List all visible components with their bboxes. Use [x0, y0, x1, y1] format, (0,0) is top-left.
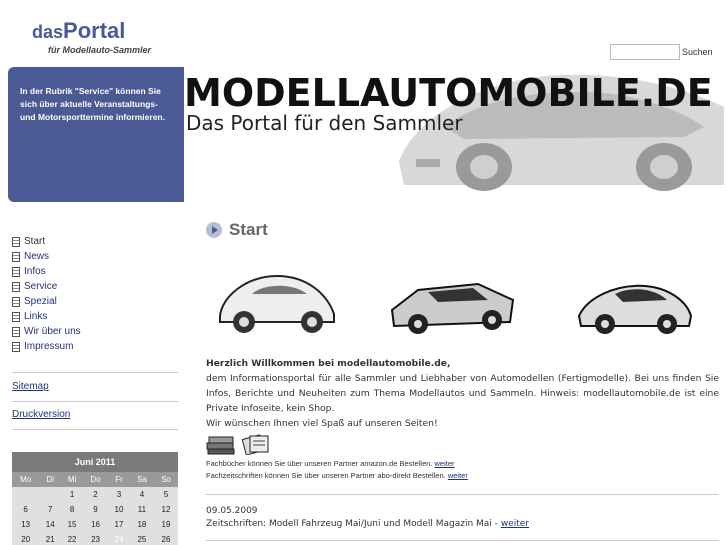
calendar-day[interactable]: 13 [21, 520, 31, 529]
welcome-body: dem Informationsportal für alle Sammler und Liebhaber von Automodellen (Fertigmodelle). Bei uns finden Sie Infos, Berichte und Neuheiten zum Thema Modellautos und Sammeln. Hinweis: modellautomobile.de ist eine Private Infoseite, kein Shop. [206, 373, 719, 414]
calendar-day[interactable]: 6 [23, 505, 28, 514]
document-icon [12, 297, 20, 307]
nav-item-label: Spezial [24, 296, 57, 307]
sitemap-link[interactable]: Sitemap [12, 381, 49, 392]
books-icon [206, 433, 236, 455]
search-input[interactable] [610, 44, 680, 60]
news-item [206, 519, 529, 529]
car-image-coupe [575, 272, 695, 342]
calendar-day[interactable]: 9 [93, 505, 98, 514]
news-more-link[interactable]: weiter [500, 519, 529, 529]
nav-item-label: Links [24, 311, 48, 322]
calendar-weekday: So [154, 472, 178, 487]
calendar-weekday: Sa [130, 472, 154, 487]
partner-magazines [206, 471, 468, 480]
nav-item-wir-ueber-uns[interactable] [12, 324, 81, 339]
welcome-title: Herzlich Willkommen bei modellautomobile.de, [206, 358, 451, 369]
calendar-day[interactable]: 2 [93, 490, 98, 499]
calendar-grid [12, 472, 178, 545]
partner-books-link[interactable]: weiter [434, 459, 455, 468]
calendar-day [39, 487, 61, 502]
nav-item-service[interactable] [12, 279, 81, 294]
calendar-day[interactable]: 21 [45, 535, 55, 544]
calendar-day[interactable]: 11 [137, 505, 147, 514]
nav-item-infos[interactable] [12, 264, 81, 279]
page-title: Start [229, 220, 268, 239]
calendar-day[interactable]: 12 [161, 505, 171, 514]
document-icon [12, 237, 20, 247]
document-icon [12, 267, 20, 277]
nav-item-label: Wir über uns [24, 326, 81, 337]
news-text: Zeitschriften: Modell Fahrzeug Mai/Juni und Modell Magazin Mai - [206, 519, 498, 529]
calendar-day[interactable]: 23 [91, 535, 100, 544]
logo-das: das [32, 22, 64, 42]
sidebar-divider [12, 372, 178, 373]
main-nav [12, 234, 81, 354]
calendar-day[interactable]: 26 [161, 535, 171, 544]
partner-books-text: Fachbücher können Sie über unseren Partner amazon.de Bestellen. [206, 459, 433, 468]
nav-item-label: Start [24, 236, 46, 247]
calendar-weekday: Mo [12, 472, 39, 487]
calendar-day[interactable]: 17 [114, 520, 124, 529]
calendar-day[interactable]: 22 [67, 535, 77, 544]
document-icon [12, 342, 20, 352]
logo-portal: Portal [63, 18, 126, 43]
calendar-weekday: Fr [108, 472, 130, 487]
nav-item-links[interactable] [12, 309, 81, 324]
calendar-day-today[interactable]: 24 [114, 535, 124, 544]
document-icon [12, 282, 20, 292]
news-date: 09.05.2009 [206, 506, 258, 516]
calendar-day[interactable]: 5 [163, 490, 169, 499]
sidebar-divider [12, 429, 178, 430]
calendar-day[interactable]: 10 [114, 505, 124, 514]
nav-item-label: Infos [24, 266, 46, 277]
calendar-day[interactable]: 8 [69, 505, 75, 514]
banner-title: MODELLAUTOMOBILE.DE [184, 71, 713, 115]
calendar-day[interactable]: 14 [45, 520, 55, 529]
welcome-text [206, 356, 719, 431]
document-icon [12, 312, 20, 322]
calendar-day[interactable]: 1 [69, 490, 75, 499]
calendar-day[interactable]: 18 [137, 520, 147, 529]
calendar-day[interactable]: 16 [91, 520, 100, 529]
document-icon [12, 327, 20, 337]
nav-item-impressum[interactable] [12, 339, 81, 354]
calendar-weekday: Di [39, 472, 61, 487]
calendar [12, 452, 178, 545]
partner-icons [206, 433, 270, 455]
partner-magazines-link[interactable]: weiter [447, 471, 468, 480]
play-arrow-icon [206, 222, 222, 238]
calendar-month: Juni 2011 [12, 452, 178, 472]
welcome-closing: Wir wünschen Ihnen viel Spaß auf unseren Seiten! [206, 418, 438, 429]
info-box: In der Rubrik "Service" können Sie sich über aktuelle Veranstaltungs- und Motorsporttermine informieren. [8, 67, 184, 202]
search-form [610, 44, 713, 60]
nav-item-news[interactable] [12, 249, 81, 264]
calendar-day[interactable]: 7 [47, 505, 53, 514]
calendar-day[interactable]: 25 [137, 535, 147, 544]
car-image-sportscar [388, 270, 518, 345]
magazines-icon [242, 433, 270, 455]
calendar-day[interactable]: 3 [116, 490, 122, 499]
calendar-weekday: Do [83, 472, 108, 487]
nav-item-label: Service [24, 281, 58, 292]
calendar-day [12, 487, 39, 502]
nav-item-label: Impressum [24, 341, 74, 352]
partner-books [206, 459, 455, 468]
calendar-day[interactable]: 15 [67, 520, 77, 529]
nav-item-start[interactable] [12, 234, 81, 249]
car-image-beetle [212, 266, 342, 341]
site-tagline: für Modellauto-Sammler [48, 45, 152, 55]
nav-item-spezial[interactable] [12, 294, 81, 309]
print-version-link[interactable]: Druckversion [12, 409, 71, 420]
calendar-day[interactable]: 19 [161, 520, 171, 529]
site-logo[interactable] [32, 18, 125, 44]
nav-item-label: News [24, 251, 50, 262]
calendar-weekday: Mi [61, 472, 83, 487]
header-banner [184, 67, 727, 202]
content-divider [206, 494, 719, 495]
partner-magazines-text: Fachzeitschriften können Sie über unseren Partner abo-direkt Bestellen. [206, 471, 446, 480]
sidebar-divider [12, 401, 178, 402]
calendar-day[interactable]: 20 [21, 535, 31, 544]
page-heading [206, 220, 268, 240]
document-icon [12, 252, 20, 262]
content-divider [206, 540, 719, 541]
banner-subtitle: Das Portal für den Sammler [186, 111, 463, 135]
calendar-day[interactable]: 4 [139, 490, 145, 499]
search-button[interactable]: Suchen [682, 47, 713, 57]
